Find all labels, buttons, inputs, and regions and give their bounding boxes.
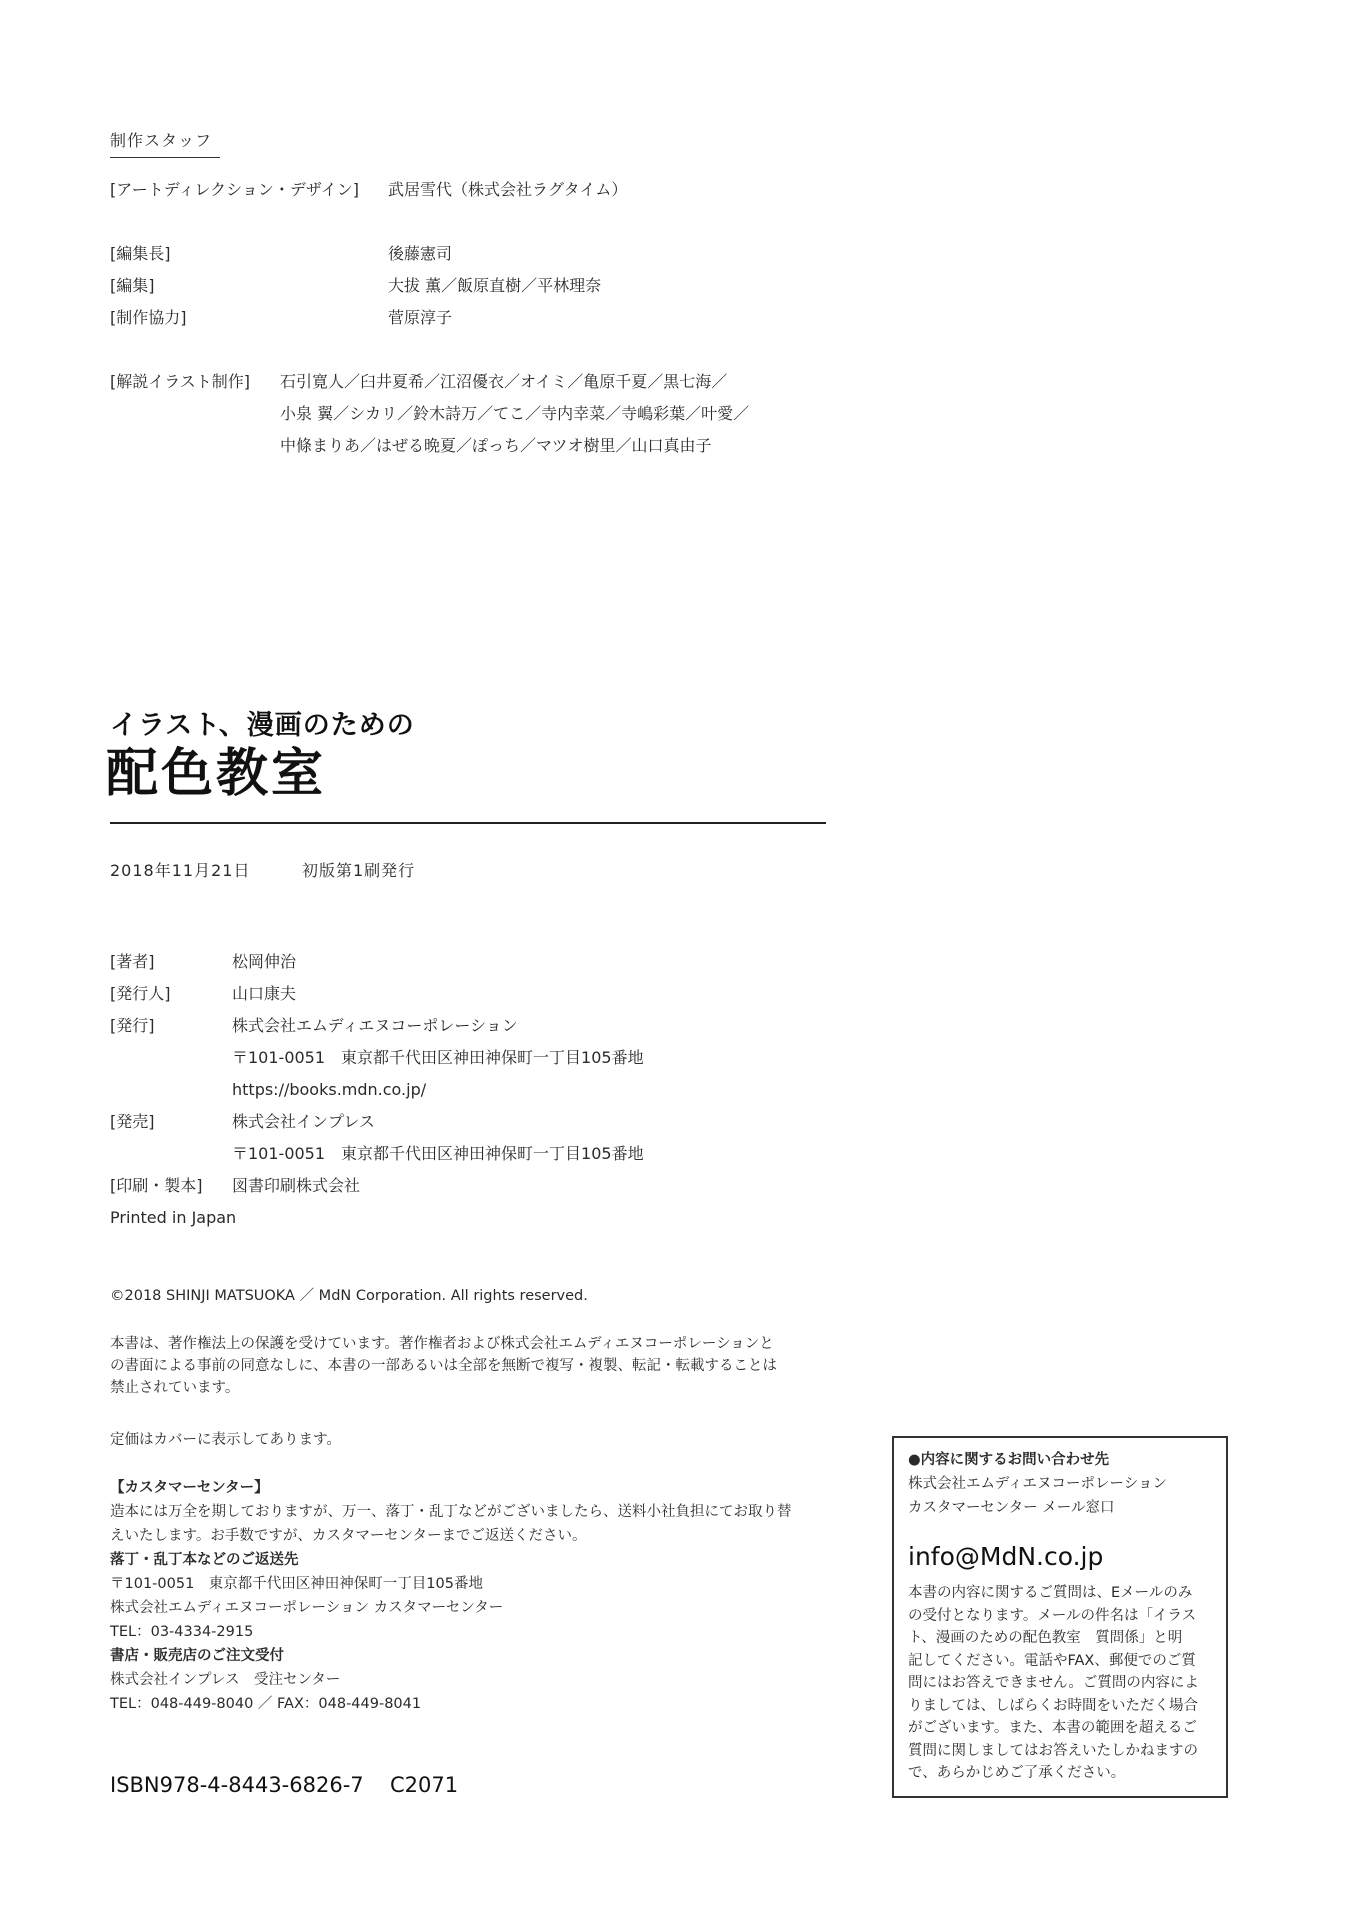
- contact-body-line: ト、漫画のための配色教室 質問係」と明: [908, 1630, 1183, 1646]
- illustrators-line: 小泉 翼／シカリ／鈴木詩万／てこ／寺内幸菜／寺嶋彩葉／叶愛／: [280, 404, 750, 423]
- editing-value: 大拔 薫／飯原直樹／平林理奈: [388, 276, 602, 295]
- publisher-name: 株式会社エムディエヌコーポレーション: [232, 1016, 518, 1035]
- customer-intro-line: 造本には万全を期しておりますが、万一、落丁・乱丁などがございましたら、送料小社負担にてお取り替: [110, 1504, 792, 1520]
- notice-line: 禁止されています。: [110, 1380, 240, 1396]
- publisher-label: [発行]: [110, 1016, 155, 1035]
- illustrators-line: 石引寛人／臼井夏希／江沼優衣／オイミ／亀原千夏／黒七海／: [280, 372, 728, 391]
- price-note: 定価はカバーに表示してあります。: [110, 1432, 341, 1448]
- book-subtitle: イラスト、漫画のための: [110, 710, 415, 741]
- cooperation-label: [制作協力]: [110, 308, 187, 327]
- editing-label: [編集]: [110, 276, 155, 295]
- contact-body-line: 本書の内容に関するご質問は、Eメールのみ: [908, 1585, 1193, 1601]
- contact-body-line: 記してください。電話やFAX、郵便でのご質: [908, 1652, 1196, 1669]
- art-direction-value: 武居雪代（株式会社ラグタイム）: [388, 180, 628, 199]
- chief-editor-label: [編集長]: [110, 244, 171, 263]
- notice-line: の書面による事前の同意なしに、本書の一部あるいは全部を無断で複写・複製、転記・転載することは: [110, 1358, 777, 1374]
- printing-value: 図書印刷株式会社: [232, 1176, 361, 1195]
- isbn: ISBN978-4-8443-6826-7: [110, 1773, 364, 1797]
- classification-code: C2071: [390, 1773, 459, 1797]
- return-address: 〒101-0051 東京都千代田区神田神保町一丁目105番地: [110, 1576, 483, 1592]
- art-direction-label: [アートディレクション・デザイン]: [110, 180, 359, 199]
- printing-label: [印刷・製本]: [110, 1176, 203, 1195]
- return-tel: TEL：03-4334-2915: [110, 1624, 254, 1640]
- contact-body-line: の受付となります。メールの件名は「イラス: [908, 1607, 1197, 1624]
- staff-heading: 制作スタッフ: [110, 131, 213, 150]
- contact-body-line: りましては、しばらくお時間をいただく場合: [908, 1697, 1198, 1714]
- contact-desk: カスタマーセンター メール窓口: [908, 1500, 1115, 1516]
- return-company: 株式会社エムディエヌコーポレーション カスタマーセンター: [110, 1600, 504, 1616]
- contact-body-line: で、あらかじめご了承ください。: [908, 1765, 1126, 1781]
- author-value: 松岡伸治: [232, 952, 297, 971]
- chief-editor-value: 後藤憲司: [388, 244, 453, 263]
- issuer-label: [発行人]: [110, 984, 171, 1003]
- publisher-address: 〒101-0051 東京都千代田区神田神保町一丁目105番地: [232, 1048, 644, 1067]
- author-label: [著者]: [110, 952, 155, 971]
- title-divider: [110, 822, 826, 824]
- contact-heading: ●内容に関するお問い合わせ先: [908, 1452, 1110, 1468]
- return-heading: 落丁・乱丁本などのご返送先: [110, 1552, 299, 1568]
- illustrators-line: 中條まりあ／はぜる晩夏／ぽっち／マツオ樹里／山口真由子: [280, 436, 712, 455]
- contact-company: 株式会社エムディエヌコーポレーション: [908, 1476, 1167, 1492]
- contact-body-line: 問にはお答えできません。ご質問の内容によ: [908, 1675, 1199, 1691]
- printed-in: Printed in Japan: [110, 1208, 237, 1227]
- contact-body-line: がございます。また、本書の範囲を超えるご: [908, 1720, 1197, 1736]
- distributor-address: 〒101-0051 東京都千代田区神田神保町一丁目105番地: [232, 1144, 644, 1163]
- copyright: ©2018 SHINJI MATSUOKA ／ MdN Corporation. All rights reserved.: [110, 1288, 588, 1304]
- cooperation-value: 菅原淳子: [388, 308, 453, 327]
- contact-box: [892, 1436, 1228, 1798]
- notice-line: 本書は、著作権法上の保護を受けています。著作権者および株式会社エムディエヌコーポレーションと: [110, 1336, 774, 1352]
- order-tel: TEL：048-449-8040 ／ FAX：048-449-8041: [110, 1696, 422, 1712]
- distributor-label: [発売]: [110, 1112, 155, 1131]
- publisher-url[interactable]: https://books.mdn.co.jp/: [232, 1080, 427, 1099]
- issuer-value: 山口康夫: [232, 984, 297, 1003]
- contact-body-line: 質問に関しましてはお答えいたしかねますの: [908, 1742, 1198, 1759]
- customer-center-heading: 【カスタマーセンター】: [110, 1480, 269, 1496]
- customer-intro-line: えいたします。お手数ですが、カスタマーセンターまでご返送ください。: [110, 1528, 587, 1544]
- order-heading: 書店・販売店のご注文受付: [110, 1648, 284, 1664]
- publication-edition: 初版第1刷発行: [302, 861, 416, 880]
- distributor-name: 株式会社インプレス: [232, 1112, 375, 1131]
- publication-date: 2018年11月21日: [110, 861, 251, 880]
- contact-body: [908, 1582, 1218, 1785]
- staff-heading-underline: [110, 157, 220, 158]
- contact-email[interactable]: info@MdN.co.jp: [908, 1542, 1104, 1571]
- book-title: 配色教室: [106, 744, 327, 804]
- order-company: 株式会社インプレス 受注センター: [110, 1672, 341, 1688]
- illustrations-label: [解説イラスト制作]: [110, 372, 251, 391]
